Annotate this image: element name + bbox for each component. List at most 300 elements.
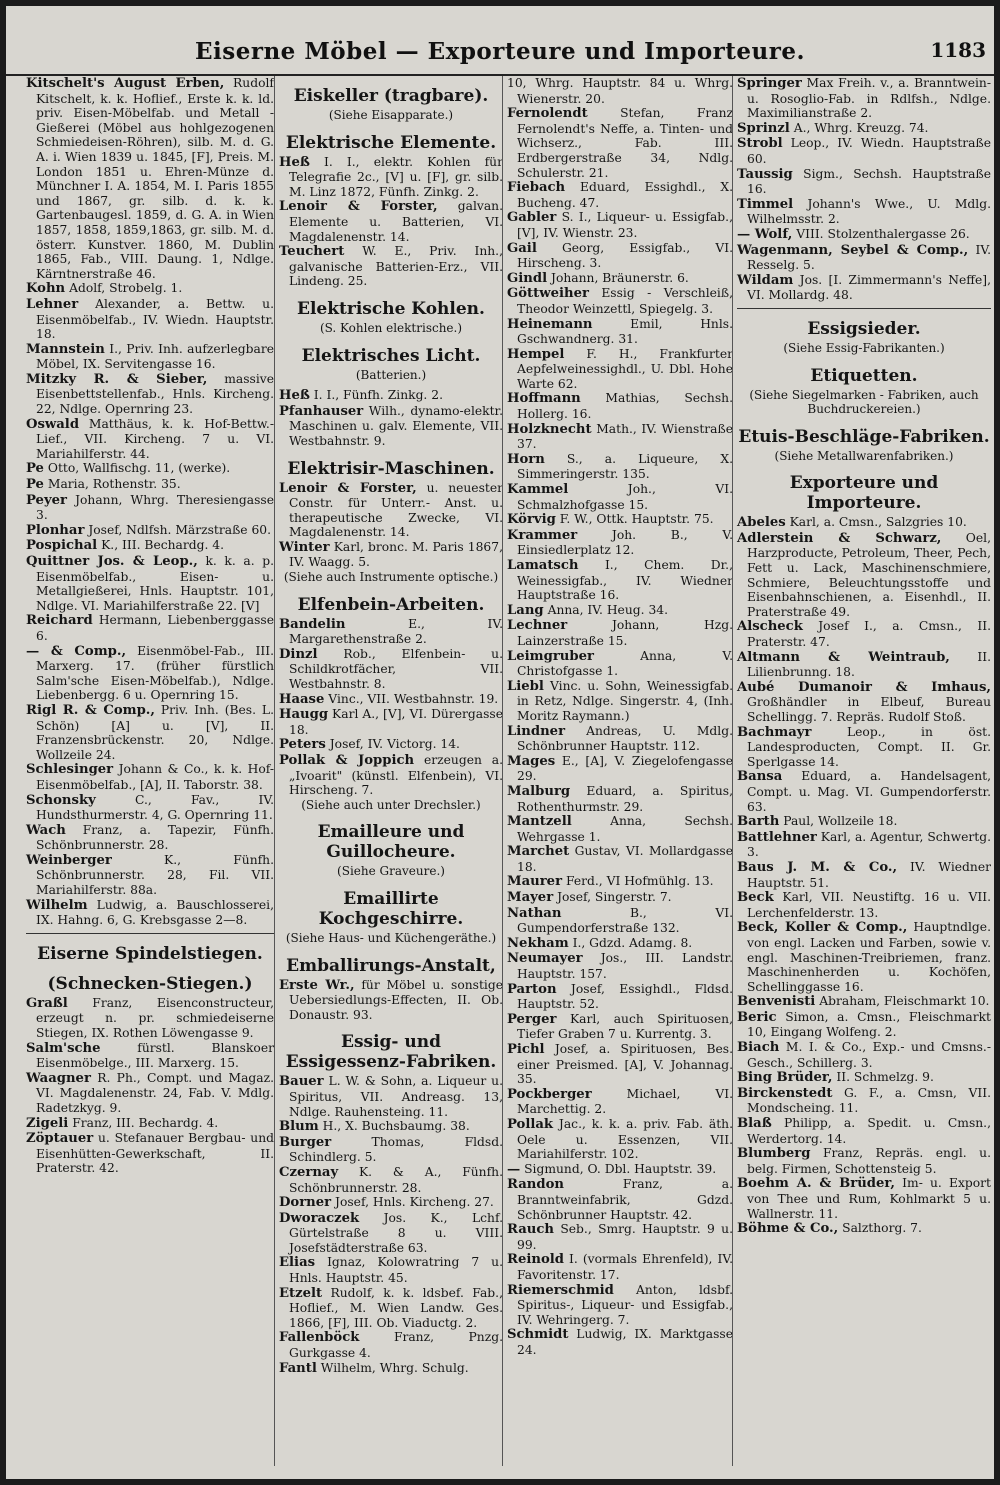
entry-name: Hoffmann	[507, 391, 581, 407]
entry-details: galvan. Elemente u. Batterien, VI. Magdalenenstr. 14.	[289, 199, 503, 244]
entry-name: Graßl	[26, 995, 68, 1011]
directory-entry	[507, 482, 733, 512]
entry-name: Mitzky R. & Sieber,	[26, 371, 208, 387]
entry-name: Strobl	[737, 136, 783, 152]
entry-details: Emil, Hnls. Gschwandnerg. 31.	[517, 316, 733, 347]
entry-details: Sigm., Sechsh. Hauptstraße 16.	[747, 166, 991, 197]
directory-entry	[507, 874, 733, 890]
entry-details: Großhändler in Elbeuf, Bureau Schellingg. 7. Repräs. Rudolf Stoß.	[747, 695, 991, 724]
entry-name: Quittner Jos. & Leop.,	[26, 554, 198, 569]
entry-name: Böhme & Co.,	[737, 1221, 839, 1237]
directory-entry	[737, 830, 991, 860]
entry-details: Leop., IV. Wiedn. Hauptstraße 60.	[747, 136, 991, 166]
entry-details: Ludwig, IX. Marktgasse 24.	[517, 1327, 733, 1357]
entry-name: Fiebach	[507, 180, 566, 196]
directory-entry	[507, 512, 733, 528]
entry-name: Pe	[26, 477, 44, 493]
entry-details: Vinc. u. Sohn, Weinessigfab. in Retz, Ndlge. Singerstr. 4, (Inh. Moritz Raymann.)	[517, 678, 733, 723]
cross-reference-note: (Siehe auch unter Drechsler.)	[301, 797, 481, 812]
section-heading: Elfenbein-Arbeiten.	[297, 594, 485, 615]
entry-details: A., Whrg. Kreuzg. 74.	[793, 120, 929, 135]
entry-details: I., Gdzd. Adamg. 8.	[572, 935, 693, 950]
section-heading: Etiquetten.	[810, 365, 918, 386]
directory-entry	[737, 1070, 991, 1086]
page-title: Eiserne Möbel — Exporteure und Importeure.	[194, 38, 806, 65]
entry-name: Weinberger	[26, 852, 112, 868]
entry-details: für Möbel u. sonstige Uebersiedlungs-Effecten, II. Ob. Donaustr. 93.	[289, 977, 503, 1022]
entry-details: Matthäus, k. k. Hof-Bettw.-Lief., VII. Kircheng. 7 u. VI. Mariahilferstr. 44.	[36, 416, 274, 461]
directory-entry	[737, 531, 991, 620]
directory-entry	[279, 692, 503, 708]
entry-details: K. & A., Fünfh. Schönbrunnerstr. 28.	[289, 1164, 503, 1195]
entry-details: Ferd., VI Hofmühlg. 13.	[565, 874, 714, 889]
entry-name: Hempel	[507, 346, 565, 362]
entry-details: B., VI. Gumpendorferstraße 132.	[517, 905, 733, 936]
directory-entry	[26, 853, 274, 898]
entry-name: Blumberg	[737, 1146, 811, 1162]
entry-name: Liebl	[507, 678, 544, 694]
entry-name: Benvenisti	[737, 994, 816, 1010]
entry-details: Gustav, VI. Mollardgasse 18.	[517, 844, 733, 874]
directory-entry	[279, 540, 503, 570]
entry-name: Zöptauer	[26, 1131, 94, 1147]
entry-name: Bing Brüder,	[737, 1070, 833, 1086]
entry-name: Maurer	[507, 874, 563, 890]
directory-entry	[279, 753, 503, 798]
entry-details: M. I. & Co., Exp.- und Cmsns.-Gesch., Schillerg. 3.	[747, 1040, 991, 1070]
entry-details: S., a. Liqueure, X. Simmeringerstr. 135.	[517, 451, 733, 482]
entry-details: Anna, Sechsh. Wehrgasse 1.	[517, 814, 733, 844]
entry-details: Franz, III. Bechardg. 4.	[72, 1115, 219, 1130]
directory-entry	[507, 724, 733, 754]
entry-name: Abeles	[737, 515, 786, 531]
directory-entry	[507, 452, 733, 482]
entry-details: Anna, IV. Heug. 34.	[547, 602, 669, 617]
directory-entry	[279, 481, 503, 540]
directory-entry	[279, 1361, 503, 1377]
directory-entry	[26, 461, 274, 477]
entry-name: Pollak	[507, 1116, 554, 1132]
entry-details: Abraham, Fleischmarkt 10.	[819, 994, 990, 1009]
entry-details: Simon, a. Cmsn., Fleischmarkt 10, Eingang Wolfeng. 2.	[747, 1009, 991, 1040]
entry-name: Beric	[737, 1009, 777, 1025]
entry-details: I. (vormals Ehrenfeld), IV. Favoritenstr. 17.	[517, 1252, 733, 1282]
entry-name: Riemerschmid	[507, 1282, 614, 1298]
entry-details: Salzthorg. 7.	[842, 1221, 922, 1236]
section-heading: Eiskeller (tragbare).	[293, 86, 489, 106]
directory-entry	[507, 1012, 733, 1042]
cross-reference-note: (Siehe Haus- und Küchengeräthe.)	[285, 930, 497, 945]
directory-entry	[507, 558, 733, 603]
entry-name: Fantl	[279, 1360, 317, 1376]
entry-details: Franz, Repräs. engl. u. belg. Firmen, Schottensteig 5.	[747, 1146, 991, 1176]
entry-name: Timmel	[737, 196, 794, 212]
directory-entry	[737, 76, 991, 121]
entry-name: Elias	[279, 1255, 316, 1271]
entry-details: Wilhelm, Whrg. Schulg.	[320, 1360, 469, 1375]
directory-entry	[26, 1131, 274, 1176]
directory-entry	[279, 1195, 503, 1211]
entry-name: Parton	[507, 981, 557, 997]
entry-details: Eduard, a. Handelsagent, Compt. u. Mag. VI. Gumpendorferstr. 63.	[747, 769, 991, 814]
entry-name: Kitschelt's August Erben,	[26, 76, 225, 91]
page-header	[6, 36, 994, 76]
directory-entry	[26, 644, 274, 703]
entry-name: Winter	[279, 539, 330, 555]
directory-entry	[737, 243, 991, 273]
entry-details: S. I., Liqueur- u. Essigfab., [V], IV. Wienstr. 23.	[517, 210, 733, 240]
cross-reference-note: (Siehe Metallwarenfabriken.)	[774, 448, 954, 463]
cross-reference-note: (Siehe Eisapparate.)	[328, 108, 454, 122]
entry-details: Jac., k. k. a. priv. Fab. äth. Oele u. Essenzen, VII. Mariahilferstr. 102.	[517, 1116, 733, 1162]
entry-details: Philipp, a. Spedit. u. Cmsn., Werdertorg. 14.	[747, 1116, 991, 1146]
entry-name: Neumayer	[507, 951, 583, 967]
directory-entry	[507, 1117, 733, 1162]
section-heading: (Schnecken-Stiegen.)	[47, 973, 253, 994]
entry-details: I. I., Fünfh. Zinkg. 2.	[313, 388, 443, 403]
entry-details: II. Lilienbrunng. 18.	[747, 649, 991, 680]
entry-details: Johann's Wwe., U. Mdlg. Wilhelmsstr. 2.	[747, 196, 991, 227]
entry-details: Franz, Eisenconstructeur, erzeugt n. pr. schmiedeiserne Stiegen, IX. Rothen Löwengasse 9.	[36, 995, 274, 1041]
entry-name: Holzknecht	[507, 421, 592, 437]
entry-name: Dinzl	[279, 646, 318, 662]
entry-name: Lenoir & Forster,	[279, 480, 417, 496]
directory-entry	[507, 1327, 733, 1357]
directory-entry	[507, 1177, 733, 1222]
directory-entry	[279, 978, 503, 1023]
entry-details: I., Chem. Dr., Weinessigfab., IV. Wiedner Hauptstraße 16.	[517, 558, 733, 603]
entry-details: VIII. Stolzenthalergasse 26.	[796, 226, 970, 241]
entry-details: E., IV. Margarethenstraße 2.	[289, 616, 503, 647]
entry-details: Mathias, Sechsh. Hollerg. 16.	[517, 391, 733, 422]
entry-details: Jos., III. Landstr. Hauptstr. 157.	[517, 951, 733, 982]
entry-details: Johann, Bräunerstr. 6.	[551, 270, 689, 285]
entry-name: Horn	[507, 451, 545, 467]
entry-details: Wilh., dynamo-elektr. Maschinen u. galv. Elemente, VII. Westbahnstr. 9.	[289, 403, 503, 448]
column-4	[732, 76, 991, 1466]
entry-name: Göttweiher	[507, 286, 589, 302]
directory-entry	[26, 281, 274, 297]
section-heading: Elektrisir-Maschinen.	[287, 458, 495, 479]
entry-details: Josef, Essighdl., Fldsd. Hauptstr. 52.	[517, 981, 733, 1012]
directory-entry	[507, 1283, 733, 1328]
entry-details: Josef, Ndlfsh. Märzstraße 60.	[88, 522, 272, 537]
entry-name: Burger	[279, 1134, 332, 1150]
directory-entry	[279, 155, 503, 200]
directory-entry	[26, 898, 274, 928]
directory-entry	[26, 76, 274, 281]
directory-entry	[279, 647, 503, 692]
section-heading: Etuis-Beschläge-Fabriken.	[738, 426, 990, 447]
entry-name: Lamatsch	[507, 558, 579, 573]
entry-details: Karl, auch Spirituosen, Tiefer Graben 7 u. Kurrentg. 3.	[517, 1011, 733, 1042]
entry-details: I., Priv. Inh. aufzerlegbare Möbel, IX. Servitengasse 16.	[36, 341, 274, 372]
directory-entry	[737, 1176, 991, 1221]
directory-entry	[507, 649, 733, 679]
directory-entry	[737, 167, 991, 197]
entry-details: Georg, Essigfab., VI. Hirscheng. 3.	[517, 240, 733, 271]
directory-entry	[507, 180, 733, 210]
cross-reference-note: (Siehe Siegelmarken - Fabriken, auch Buchdruckereien.)	[749, 387, 979, 417]
section-divider	[26, 933, 274, 934]
directory-entry	[26, 996, 274, 1041]
entry-name: Rauch	[507, 1222, 555, 1238]
section-divider	[737, 308, 991, 309]
entry-details: Thomas, Fldsd. Schindlerg. 5.	[289, 1134, 503, 1165]
entry-details: II. Schmelzg. 9.	[836, 1070, 934, 1085]
directory-entry	[507, 906, 733, 936]
entry-details: Joh., VI. Schmalzhofgasse 15.	[517, 482, 733, 512]
directory-entry	[26, 477, 274, 493]
entry-name: — & Comp.,	[26, 643, 127, 659]
entry-name: Kammel	[507, 482, 569, 498]
cross-reference-note: (S. Kohlen elektrische.)	[319, 320, 463, 335]
directory-entry	[507, 618, 733, 648]
entry-name: Perger	[507, 1011, 557, 1027]
entry-details: massive Eisenbettstellenfab., Hnls. Kircheng. 22, Ndlge. Opernring 23.	[36, 371, 274, 417]
directory-entry	[279, 1074, 503, 1119]
directory-entry	[737, 1010, 991, 1040]
entry-name: Haase	[279, 691, 325, 707]
entry-name: Mannstein	[26, 341, 105, 357]
entry-name: Alscheck	[737, 619, 803, 635]
entry-details: Franz, Pnzg. Gurkgasse 4.	[289, 1330, 503, 1361]
entry-details: K., III. Bechardg. 4.	[101, 538, 225, 553]
entry-details: Jos. [I. Zimmermann's Neffe], VI. Mollardg. 48.	[747, 272, 991, 303]
entry-details: Rudolf Kitschelt, k. k. Hoflief., Erste k. k. ld. priv. Eisen-Möbelfab. und Metall - Gießerei (Möbel aus hohlgezogenen Schmiedeisen-Röhren), silb. M. d. G. A. i. Wien 1839 u. 1845, [F], Preis. M. London 1851 u. Ehren-Münze d. Münchner I. A. 1854, M. I. Paris 1855 und 1867, gr. silb. d. k. k. Gartenbaugesl. 1859, d. G. A. in Wien 1857, 1858, 1859,1863, gr. silb. M. d. österr. Kunstver. 1860, M. Dublin 1865, Fab., VIII. Daung. 1, Ndlge. Kärntnerstraße 46.	[36, 76, 274, 281]
entry-name: Zigeli	[26, 1115, 69, 1131]
entry-details: Johann & Co., k. k. Hof-Eisenmöbelfab., [A], II. Taborstr. 38.	[36, 762, 274, 792]
directory-entry	[507, 603, 733, 619]
section-heading: Eiserne Spindelstiegen.	[37, 943, 263, 964]
entry-name: Plonhar	[26, 522, 85, 538]
directory-entry	[737, 725, 991, 770]
directory-entry	[279, 1165, 503, 1195]
directory-entry	[279, 707, 503, 737]
column-2	[274, 76, 503, 1466]
entry-details: G. F., a. Cmsn, VII. Mondscheing. 11.	[747, 1085, 991, 1116]
entry-details: C., Fav., IV. Hundsthurmerstr. 4, G. Opernring 11.	[36, 792, 274, 823]
directory-entry	[737, 1040, 991, 1070]
entry-details: Johann, Whrg. Theresiengasse 3.	[36, 492, 274, 523]
directory-entry	[26, 1041, 274, 1071]
directory-entry	[26, 493, 274, 523]
directory-entry	[737, 1146, 991, 1176]
section-heading: Exporteure und Importeure.	[789, 473, 939, 514]
directory-entry	[507, 1162, 733, 1178]
entry-details: Josef, IV. Victorg. 14.	[329, 737, 460, 752]
directory-entry	[507, 1222, 733, 1252]
entry-details: Priv. Inh. (Bes. L. Schön) [A] u. [V], II. Franzensbrückenstr. 20, Ndlge. Wollzeile 24.	[36, 702, 274, 762]
column-1	[6, 76, 274, 1466]
entry-name: Kohn	[26, 281, 66, 297]
entry-name: Lenoir & Forster,	[279, 199, 438, 215]
entry-name: Dworaczek	[279, 1210, 360, 1226]
entry-name: Erste Wr.,	[279, 977, 355, 993]
directory-entry	[279, 244, 503, 289]
directory-entry	[737, 769, 991, 814]
entry-details: I. I., elektr. Kohlen für Telegrafie 2c., [V] u. [F], gr. silb. M. Linz 1872, Fünfh. Zinkg. 2.	[289, 154, 503, 199]
entry-name: Leimgruber	[507, 648, 594, 664]
directory-entry	[737, 136, 991, 166]
directory-entry	[26, 554, 274, 613]
entry-name: Schlesinger	[26, 762, 114, 778]
entry-details: Anton, ldsbf. Spiritus-, Liqueur- und Essigfab., IV. Wehringerg. 7.	[517, 1282, 733, 1327]
directory-entry	[507, 241, 733, 271]
directory-entry	[737, 890, 991, 920]
entry-name: Bansa	[737, 769, 783, 785]
entry-name: Haugg	[279, 707, 329, 723]
directory-entry	[279, 737, 503, 753]
entry-name: Peyer	[26, 492, 67, 508]
entry-details: Franz, a. Branntweinfabrik, Gdzd. Schönbrunner Hauptstr. 42.	[517, 1177, 733, 1222]
entry-details: Essig - Verschleiß, Theodor Weinzettl, Spiegelg. 3.	[517, 286, 733, 316]
entry-name: Beck	[737, 890, 774, 906]
directory-entry	[26, 297, 274, 342]
entry-name: Gail	[507, 240, 537, 256]
directory-entry	[507, 106, 733, 180]
entry-name: Gindl	[507, 270, 548, 286]
directory-entry	[26, 793, 274, 823]
entry-details: L. W. & Sohn, a. Liqueur u. Spiritus, VII. Andreasg. 13, Ndlge. Rauhensteing. 11.	[289, 1074, 503, 1119]
entry-name: Czernay	[279, 1164, 339, 1180]
entry-name: Mayer	[507, 890, 554, 906]
directory-entry	[26, 1116, 274, 1132]
entry-details: K., Fünfh. Schönbrunnerstr. 28, Fil. VII. Mariahilferstr. 88a.	[36, 852, 274, 898]
entry-details: Stefan, Franz Fernolendt's Neffe, a. Tinten- und Wichserz., Fab. III. Erdbergerstraße 34, Ndlg. Schulerstr. 21.	[517, 106, 733, 180]
directory-entry	[507, 76, 733, 106]
directory-entry	[737, 1116, 991, 1146]
entry-name: Wilhelm	[26, 897, 88, 913]
cross-reference-note: (Siehe Essig-Fabrikanten.)	[783, 340, 945, 355]
entry-name: Altmann & Weintraub,	[737, 649, 950, 665]
directory-entry	[737, 197, 991, 227]
entry-details: Joh. B., V. Einsiedlerplatz 12.	[517, 527, 733, 558]
directory-entry	[279, 1330, 503, 1360]
entry-name: Bandelin	[279, 616, 346, 632]
entry-name: Heß	[279, 154, 310, 170]
directory-entry	[26, 342, 274, 372]
entry-name: Springer	[737, 76, 802, 91]
directory-entry	[507, 890, 733, 906]
entry-details: erzeugen a. „Ivoarit" (künstl. Elfenbein), VI. Hirscheng. 7.	[289, 753, 503, 798]
entry-name: Heinemann	[507, 316, 593, 332]
entry-name: Fallenböck	[279, 1330, 360, 1346]
directory-entry	[507, 210, 733, 240]
entry-name: Bachmayr	[737, 724, 812, 740]
entry-name: Lechner	[507, 618, 568, 634]
entry-name: Barth	[737, 814, 780, 830]
entry-name: Baus J. M. & Co.,	[737, 859, 898, 875]
cross-reference-note: (Siehe auch Instrumente optische.)	[283, 570, 499, 585]
entry-details: Vinc., VII. Westbahnstr. 19.	[328, 691, 499, 706]
directory-entry	[737, 994, 991, 1010]
directory-entry	[279, 1211, 503, 1256]
entry-name: Mantzell	[507, 814, 572, 830]
entry-name: Nathan	[507, 905, 562, 921]
entry-details: Math., IV. Wienstraße 37.	[517, 421, 733, 452]
entry-details: W. E., Priv. Inh., galvanische Batterien-Erz., VII. Lindeng. 25.	[289, 244, 503, 289]
directory-entry	[507, 814, 733, 844]
entry-name: Pfanhauser	[279, 403, 364, 419]
entry-details: Karl A., [V], VI. Dürergasse 18.	[289, 707, 503, 737]
directory-entry	[279, 1286, 503, 1331]
entry-details: k. k. a. p. Eisenmöbelfab., Eisen- u. Metallgießerei, Hnls. Hauptstr. 101, Ndlge. VI. Mariahilferstraße 22. [V]	[36, 554, 274, 613]
entry-details: Karl, a. Cmsn., Salzgries 10.	[789, 515, 967, 530]
entry-details: Michael, VI. Marchettig. 2.	[517, 1086, 733, 1117]
entry-name: Heß	[279, 388, 310, 404]
directory-entry	[26, 762, 274, 792]
entry-name: Adlerstein & Schwarz,	[737, 530, 942, 546]
directory-entry	[507, 1252, 733, 1282]
directory-entry	[507, 422, 733, 452]
entry-name: Krammer	[507, 527, 578, 543]
entry-name: Birckenstedt	[737, 1085, 833, 1101]
entry-details: Ignaz, Kolowratring 7 u. Hnls. Hauptstr. 45.	[289, 1255, 503, 1286]
entry-name: Beck, Koller & Comp.,	[737, 920, 908, 936]
entry-name: Blum	[279, 1119, 319, 1135]
directory-entry	[507, 844, 733, 874]
entry-details: Im- u. Export von Thee und Rum, Kohlmarkt 5 u. Wallnerstr. 11.	[747, 1176, 991, 1221]
entry-details: Hermann, Liebenberggasse 6.	[36, 613, 274, 643]
directory-entry	[507, 271, 733, 287]
section-heading: Elektrische Elemente.	[285, 132, 497, 153]
entry-details: Eduard, Essighdl., X. Bucheng. 47.	[517, 180, 733, 210]
entry-details: IV. Wiedner Hauptstr. 51.	[747, 859, 991, 890]
directory-entry	[507, 1087, 733, 1117]
directory-entry	[279, 199, 503, 244]
column-3	[502, 76, 733, 1466]
entry-details: Jos. K., Lchf. Gürtelstraße 8 u. VIII. Josefstädterstraße 63.	[289, 1210, 503, 1255]
entry-details: R. Ph., Compt. und Magaz. VI. Magdalenenstr. 24, Fab. V. Mdlg. Radetzkyg. 9.	[36, 1070, 274, 1115]
directory-entry	[737, 227, 991, 243]
entry-name: Randon	[507, 1177, 565, 1193]
entry-details: Hauptndlge. von engl. Lacken und Farben, sowie v. engl. Maschinen-Treibriemen, franz. Maschinenherden u. Kochöfen, Schellinggasse 16.	[747, 920, 991, 994]
entry-name: Battlehner	[737, 829, 817, 845]
entry-details: Karl, a. Agentur, Schwertg. 3.	[747, 829, 991, 860]
directory-entry	[507, 1042, 733, 1087]
entry-name: Salm'sche	[26, 1040, 101, 1056]
entry-name: Rigl R. & Comp.,	[26, 702, 155, 718]
cross-reference-note: (Batterien.)	[355, 367, 427, 382]
entry-details: fürstl. Blanskoer Eisenmöbelge., III. Marxerg. 15.	[36, 1040, 274, 1071]
entry-name: Dorner	[279, 1195, 332, 1211]
entry-name: Teuchert	[279, 244, 345, 260]
directory-entry	[507, 951, 733, 981]
entry-name: —	[507, 1161, 521, 1177]
directory-entry	[279, 1135, 503, 1165]
directory-entry	[737, 1221, 991, 1237]
directory-entry	[507, 784, 733, 814]
directory-entry	[279, 404, 503, 449]
directory-entry	[26, 613, 274, 643]
entry-name: Aubé Dumanoir & Imhaus,	[737, 679, 991, 695]
entry-details: Leop., in öst. Landesproducten, Compt. II. Gr. Sperlgasse 14.	[747, 724, 991, 769]
entry-name: Nekham	[507, 935, 569, 951]
entry-name: Pospichal	[26, 538, 98, 554]
entry-name: Schonsky	[26, 792, 96, 808]
directory-entry	[737, 680, 991, 725]
directory-entry	[737, 920, 991, 994]
entry-details: Josef, a. Spirituosen, Bes. einer Preismed. [A], V. Johannag. 35.	[517, 1042, 733, 1087]
entry-name: Marchet	[507, 844, 570, 860]
entry-details: Rob., Elfenbein- u. Schildkrotfächer, VII. Westbahnstr. 8.	[289, 646, 503, 692]
entry-details: Rudolf, k. k. ldsbef. Fab., Hoflief., M. Wien Landw. Ges. 1866, [F], III. Ob. Viaductg. 2.	[289, 1285, 503, 1330]
section-heading: Emballirungs-Anstalt,	[286, 955, 496, 976]
section-heading: Elektrisches Licht.	[301, 345, 481, 366]
entry-details: Franz, a. Tapezir, Fünfh. Schönbrunnerstr. 28.	[36, 822, 274, 853]
directory-entry	[507, 936, 733, 952]
